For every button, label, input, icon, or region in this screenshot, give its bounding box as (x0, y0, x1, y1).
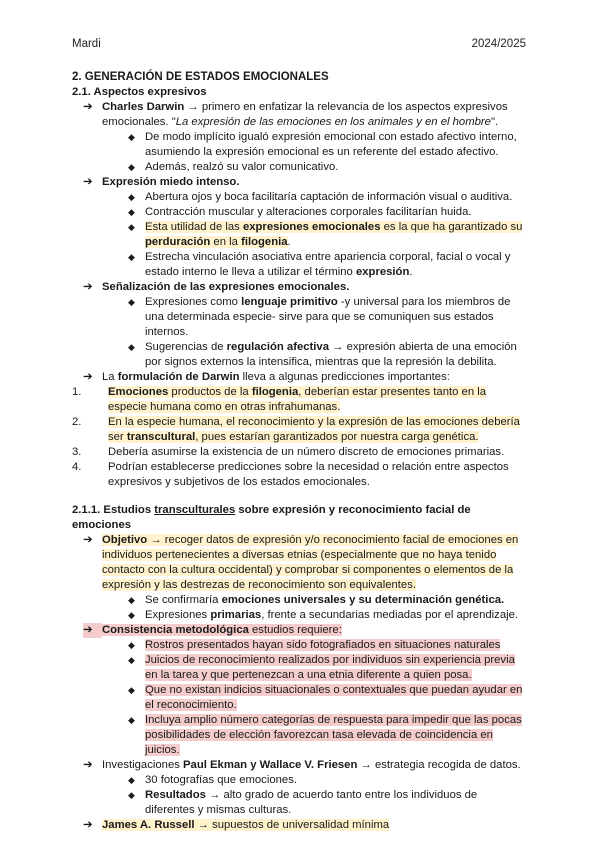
diamond-icon: ◆ (128, 297, 135, 307)
diamond-icon: ◆ (128, 192, 135, 202)
diamond-icon: ◆ (128, 222, 135, 232)
diamond-icon: ◆ (128, 775, 135, 785)
list-item: ➔ Señalización de las expresiones emocionales. (83, 281, 350, 293)
diamond-icon: ◆ (128, 162, 135, 172)
diamond-icon: ◆ (128, 252, 135, 262)
diamond-icon: ◆ (128, 610, 135, 620)
list-item: ➔ Charles Darwin → primero en enfatizar la relevancia de los aspectos expresivos emocionales. "La expresión de las emociones en los animales y en el hombre". (83, 101, 508, 128)
list-item: ◆ Estrecha vinculación asociativa entre apariencia corporal, facial o vocal y estado interno le lleva a utilizar el término expresión. (128, 251, 511, 278)
arrow-icon: ➔ (83, 819, 93, 831)
numbered-item: 4. Podrían establecerse predicciones sobre la necesidad o relación entre aspectos expresivos y subjetivos de los estados emocionales. (72, 461, 509, 488)
list-item: ◆ Abertura ojos y boca facilitaría captación de información visual o auditiva. (128, 191, 513, 203)
diamond-icon: ◆ (128, 640, 135, 650)
arrow-icon: ➔ (83, 281, 93, 293)
arrow-icon: ➔ (83, 759, 93, 771)
list-item: ➔ Consistencia metodológica estudios requiere: (83, 624, 342, 636)
list-item: ➔ Objetivo → recoger datos de expresión y/o reconocimiento facial de emociones en individuos pertenecientes a diversas etnias (especialmente que no haya tenido contacto con la cultura occidental) y comprobar si componentes o elementos de la expresión y las destrezas de reconocimiento son equivalentes. (83, 534, 519, 591)
section-title: 2. GENERACIÓN DE ESTADOS EMOCIONALES (72, 71, 329, 83)
list-item: ◆ Se confirmaría emociones universales y su determinación genética. (128, 594, 505, 606)
list-item: ◆ Que no existan indicios situacionales o contextuales que puedan ayudar en el reconocimiento. (128, 684, 523, 711)
numbered-item: 3. Debería asumirse la existencia de un número discreto de emociones primarias. (72, 446, 505, 458)
document-body (72, 70, 528, 833)
arrow-icon: ➔ (83, 371, 93, 383)
list-item: ➔ James A. Russell → supuestos de universalidad mínima (83, 819, 390, 831)
subsubsection-heading: 2.1.1. Estudios transculturales sobre expresión y reconocimiento facial de emociones (72, 504, 471, 531)
list-item: ◆ Resultados → alto grado de acuerdo tanto entre los individuos de diferentes y mismas culturas. (128, 789, 478, 816)
numbered-item: 1. Emociones productos de la filogenia, deberían estar presentes tanto en la especie humana como en otras infrahumanas. (72, 386, 487, 413)
list-item: ◆ Incluya amplio número categorías de respuesta para impedir que las pocas posibilidades de elección favorezcan tasa elevada de coincidencia en juicios. (128, 714, 522, 756)
arrow-icon: ➔ (83, 101, 93, 113)
list-item: ◆ Sugerencias de regulación afectiva → expresión abierta de una emoción por signos externos la intensifica, mientras que la represión la debilita. (128, 341, 517, 368)
arrow-icon: ➔ (83, 176, 93, 188)
numbered-item: 2. En la especie humana, el reconocimiento y la expresión de las emociones debería ser transcultural, pues estarían garantizados por nuestra carga genética. (72, 416, 520, 443)
diamond-icon: ◆ (128, 342, 135, 352)
list-item: ➔ Investigaciones Paul Ekman y Wallace V. Friesen → estrategia recogida de datos. (83, 759, 521, 771)
diamond-icon: ◆ (128, 207, 135, 217)
list-item: ◆ 30 fotografías que emociones. (128, 774, 297, 786)
header-left: Mardi (72, 38, 101, 50)
header-right: 2024/2025 (471, 38, 526, 50)
diamond-icon: ◆ (128, 132, 135, 142)
diamond-icon: ◆ (128, 715, 135, 725)
list-item: ➔ Expresión miedo intenso. (83, 176, 240, 188)
diamond-icon: ◆ (128, 595, 135, 605)
arrow-icon: ➔ (83, 623, 102, 638)
list-item: ◆ Contracción muscular y alteraciones corporales facilitarían huida. (128, 206, 472, 218)
list-item: ◆ Juicios de reconocimiento realizados por individuos sin experiencia previa en la tarea y que pertenezcan a una etnia diferente a quien posa. (128, 654, 515, 681)
arrow-icon: ➔ (83, 534, 93, 546)
list-item: ◆ Rostros presentados hayan sido fotografiados en situaciones naturales (128, 639, 501, 651)
diamond-icon: ◆ (128, 685, 135, 695)
list-item: ➔ La formulación de Darwin lleva a algunas predicciones importantes: (83, 371, 450, 383)
list-item: ◆ Además, realzó su valor comunicativo. (128, 161, 339, 173)
diamond-icon: ◆ (128, 655, 135, 665)
subsection-heading: 2.1. Aspectos expresivos (72, 86, 207, 98)
diamond-icon: ◆ (128, 790, 135, 800)
list-item: ◆ Expresiones primarias, frente a secundarias mediadas por el aprendizaje. (128, 609, 519, 621)
list-item: ◆ Esta utilidad de las expresiones emocionales es la que ha garantizado su perduración en la filogenia. (128, 221, 523, 248)
list-item: ◆ Expresiones como lenguaje primitivo -y universal para los miembros de una determinada especie- sirve para que se comuniquen sus estados internos. (128, 296, 511, 338)
list-item: ◆ De modo implícito igualó expresión emocional con estado afectivo interno, asumiendo la expresión emocional es un referente del estado afectivo. (128, 131, 517, 158)
